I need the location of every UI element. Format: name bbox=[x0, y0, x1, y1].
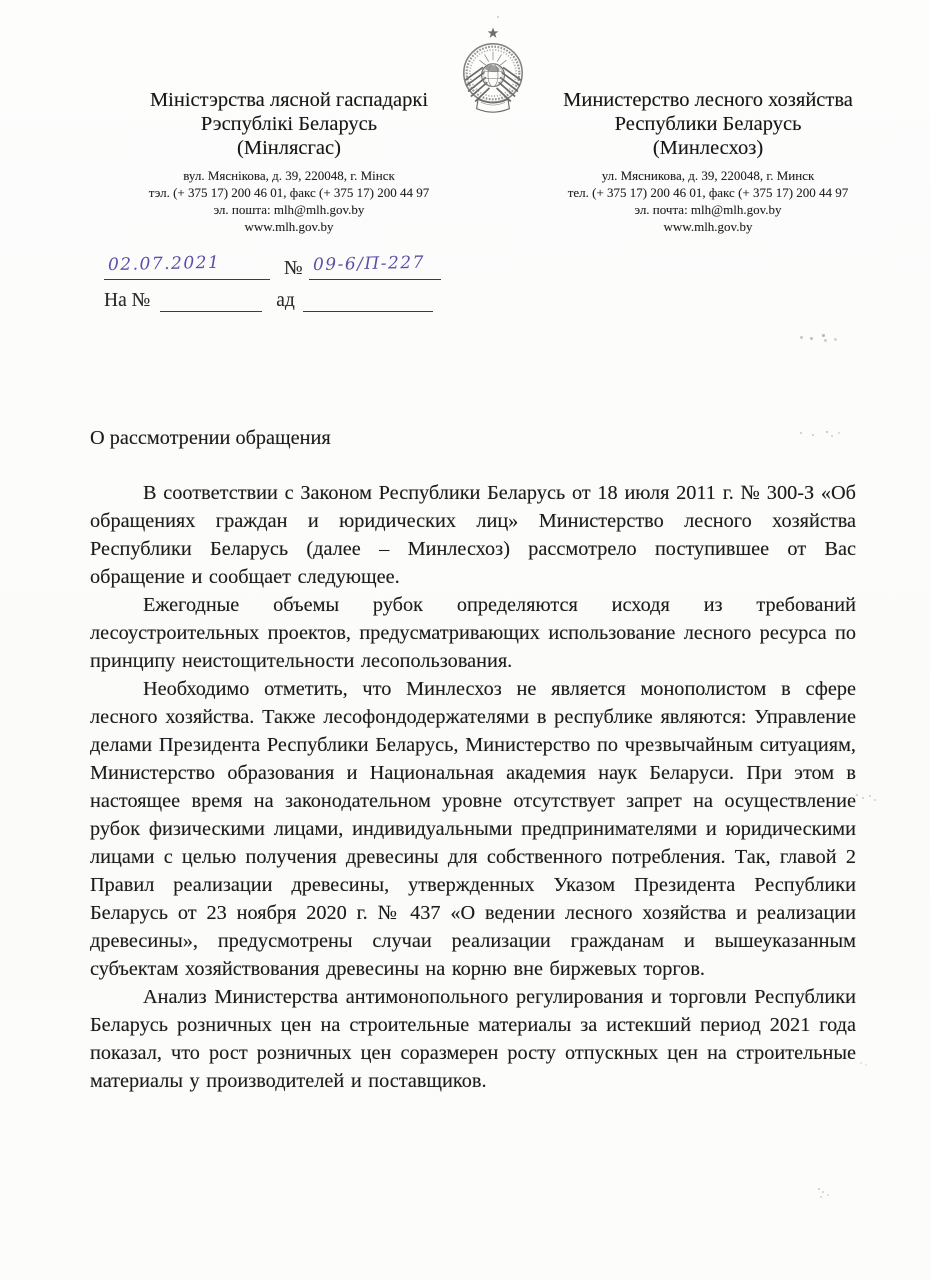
number-sign-label: № bbox=[284, 258, 303, 279]
website-line: www.mlh.gov.by bbox=[663, 219, 753, 234]
from-date-label: ад bbox=[276, 290, 295, 311]
reply-to-label: На № bbox=[104, 290, 151, 311]
org-address-russian bbox=[522, 167, 894, 235]
org-block-belarusian bbox=[100, 88, 478, 235]
letter-body bbox=[90, 424, 856, 1095]
address-line: тэл. (+ 375 17) 200 46 01, факс (+ 375 17) 200 44 97 bbox=[148, 185, 430, 200]
address-line: тел. (+ 375 17) 200 46 01, факс (+ 375 17) 200 44 97 bbox=[567, 185, 849, 200]
incoming-number-field bbox=[160, 285, 262, 312]
website-line: www.mlh.gov.by bbox=[244, 219, 334, 234]
address-line: ул. Мясникова, д. 39, 220048, г. Минск bbox=[601, 168, 815, 183]
body-paragraph: В соответствии с Законом Республики Беларусь от 18 июля 2011 г. № 300-З «Об обращениях граждан и юридических лиц» Министерство лесного хозяйства Республики Беларусь (далее – Минлесхоз) рассмотрело поступившее от Вас обращение и сообщает следующее. bbox=[90, 482, 856, 588]
org-name-line: Министерство лесного хозяйства bbox=[563, 89, 853, 111]
address-line: вул. Мяснікова, д. 39, 220048, г. Мінск bbox=[183, 168, 395, 183]
scan-artifact bbox=[860, 1062, 862, 1064]
reference-block bbox=[104, 248, 484, 312]
outgoing-reference-row bbox=[104, 248, 484, 280]
org-name-line: (Минлесхоз) bbox=[652, 137, 764, 159]
scan-artifact bbox=[818, 1188, 820, 1190]
org-address-belarusian bbox=[100, 167, 478, 235]
scan-artifact bbox=[497, 16, 499, 18]
org-name-line: Рэспублікі Беларусь bbox=[200, 113, 378, 135]
body-paragraph: Ежегодные объемы рубок определяются исходя из требований лесоустроительных проектов, предусматривающих использование лесного ресурса по принципу неистощительности лесопользования. bbox=[90, 594, 856, 672]
org-name-line: Міністэрства лясной гаспадаркі bbox=[149, 89, 429, 111]
org-name-russian bbox=[522, 88, 894, 160]
body-paragraph: Необходимо отметить, что Минлесхоз не является монополистом в сфере лесного хозяйства. Также лесофондодержателями в республике являются: Управление делами Президента Республики Беларусь, Министерство по чрезвычайным ситуациям, Министерство образования и Национальная академия наук Беларуси. При этом в настоящее время на законодательном уровне отсутствует запрет на осуществление рубок физическими лицами, индивидуальными предпринимателями и юридическими лицами с целью получения древесины для собственного потребления. Так, главой 2 Правил реализации древесины, утвержденных Указом Президента Республики Беларусь от 23 ноября 2020 г. № 437 «О ведении лесного хозяйства и реализации древесины», предусмотрены случаи реализации гражданам и вышеуказанным субъектам хозяйствования древесины на корню вне биржевых торгов. bbox=[90, 678, 856, 980]
address-line: эл. почта: mlh@mlh.gov.by bbox=[634, 202, 782, 217]
scan-artifact bbox=[800, 432, 802, 434]
outgoing-number-field bbox=[309, 253, 441, 280]
letter-subject: О рассмотрении обращения bbox=[90, 427, 331, 449]
org-block-russian bbox=[522, 88, 894, 235]
body-paragraph: Анализ Министерства антимонопольного регулирования и торговли Республики Беларусь розничных цен на строительные материалы за истекший период 2021 года показал, что рост розничных цен соразмерен росту отпускных цен на строительные материалы у производителей и поставщиков. bbox=[90, 986, 856, 1092]
handwritten-number: 09-6/П-227 bbox=[312, 252, 425, 276]
org-name-line: Республики Беларусь bbox=[614, 113, 802, 135]
address-line: эл. пошта: mlh@mlh.gov.by bbox=[213, 202, 365, 217]
handwritten-date: 02.07.2021 bbox=[107, 252, 221, 276]
incoming-reference-row bbox=[104, 280, 484, 312]
scan-artifact bbox=[800, 336, 803, 339]
org-name-line: (Мінлясгас) bbox=[237, 137, 341, 159]
date-field bbox=[104, 253, 270, 280]
org-name-belarusian bbox=[100, 88, 478, 160]
incoming-date-field bbox=[303, 285, 433, 312]
scan-artifact bbox=[856, 794, 858, 796]
